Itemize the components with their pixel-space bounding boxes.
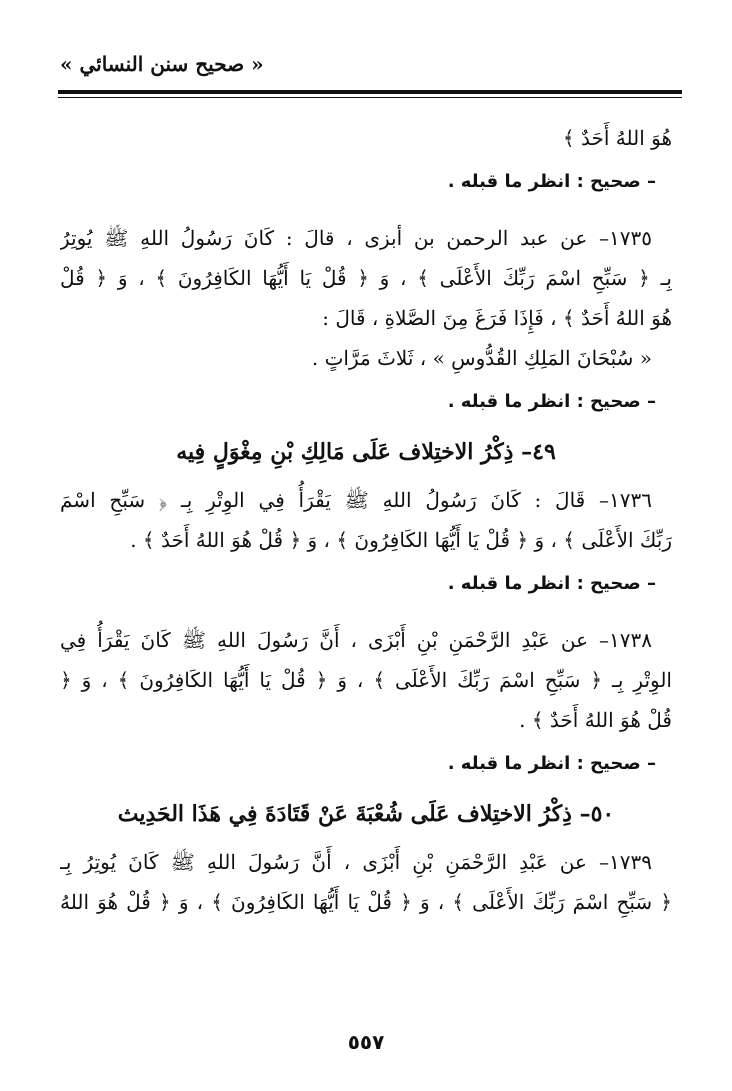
hadith-1738-line: قُلْ هُوَ اللهُ أَحَدٌ ﴾ . xyxy=(519,708,672,732)
hadith-1735-line: بِـ ﴿ سَبِّحِ اسْمَ رَبِّكَ الأَعْلَى ﴾ ، وَ ﴿ قُلْ يَا أَيُّهَا الكَافِرُونَ ﴾ ، وَ ﴿ قُلْ xyxy=(60,266,672,290)
hadith-1735-line: هُوَ اللهُ أَحَدٌ ﴾ ، فَإِذَا فَرَغَ مِنَ الصَّلاةِ ، قَالَ : xyxy=(322,306,672,330)
hadith-1739-line: ﴿ سَبِّحِ اسْمَ رَبِّكَ الأَعْلَى ﴾ ، وَ ﴿ قُلْ يَا أَيُّهَا الكَافِرُونَ ﴾ ، وَ ﴿ قُلْ هُوَ اللهُ xyxy=(60,890,672,914)
hadith-1739-line: ١٧٣٩– عن عَبْدِ الرَّحْمَنِ بْنِ أَبْزَى ، أَنَّ رَسُولَ اللهِ ﷺ كَانَ يُوتِرُ بِـ xyxy=(60,850,652,874)
hadith-1738-line: الوِتْرِ بِـ ﴿ سَبِّحِ اسْمَ رَبِّكَ الأَعْلَى ﴾ ، وَ ﴿ قُلْ يَا أَيُّهَا الكَافِرُونَ ﴾ ، وَ ﴿ xyxy=(60,668,672,692)
page-number: ٥٥٧ xyxy=(347,1030,385,1054)
text-line: هُوَ اللهُ أَحَدٌ ﴾ xyxy=(562,126,672,150)
hadith-1736-line: رَبِّكَ الأَعْلَى ﴾ ، وَ ﴿ قُلْ يَا أَيُّهَا الكَافِرُونَ ﴾ ، وَ ﴿ قُلْ هُوَ اللهُ أَحَدٌ ﴾ . xyxy=(130,528,672,552)
running-header: « صحيح سنن النسائي » xyxy=(60,52,264,76)
grading-note: – صحيح : انظر ما قبله . xyxy=(447,753,656,774)
header-rule-thick xyxy=(58,90,682,94)
grading-note: – صحيح : انظر ما قبله . xyxy=(447,573,656,594)
hadith-1735-line: ١٧٣٥– عن عبد الرحمن بن أبزى ، قالَ : كَانَ رَسُولُ اللهِ ﷺ يُوتِرُ xyxy=(60,226,652,250)
grading-note: – صحيح : انظر ما قبله . xyxy=(447,391,656,412)
spacer xyxy=(60,608,672,620)
hadith-1738-line: ١٧٣٨– عن عَبْدِ الرَّحْمَنِ بْنِ أَبْزَى ، أَنَّ رَسُولَ اللهِ ﷺ كَانَ يَقْرَأُ فِي xyxy=(60,628,652,652)
grading-note: – صحيح : انظر ما قبله . xyxy=(447,171,656,192)
chapter-heading-50: ٥٠– ذِكْرُ الاختِلاف عَلَى شُعْبَةَ عَنْ قَتَادَةَ فِي هَذَا الحَدِيث xyxy=(117,801,615,827)
spacer xyxy=(60,206,672,218)
page-body xyxy=(60,118,672,922)
chapter-heading-49: ٤٩– ذِكْرُ الاختِلاف عَلَى مَالِكِ بْنِ مِغْوَلٍ فِيه xyxy=(176,439,556,465)
hadith-1735-line: « سُبْحَانَ المَلِكِ القُدُّوسِ » ، ثَلاثَ مَرَّاتٍ . xyxy=(311,346,652,370)
hadith-1736-line: ١٧٣٦– قَالَ : كَانَ رَسُولُ اللهِ ﷺ يَقْرَأُ فِي الوِتْرِ بِـ ﴿ سَبِّحِ اسْمَ xyxy=(60,488,652,512)
header-rule-thin xyxy=(58,97,682,98)
